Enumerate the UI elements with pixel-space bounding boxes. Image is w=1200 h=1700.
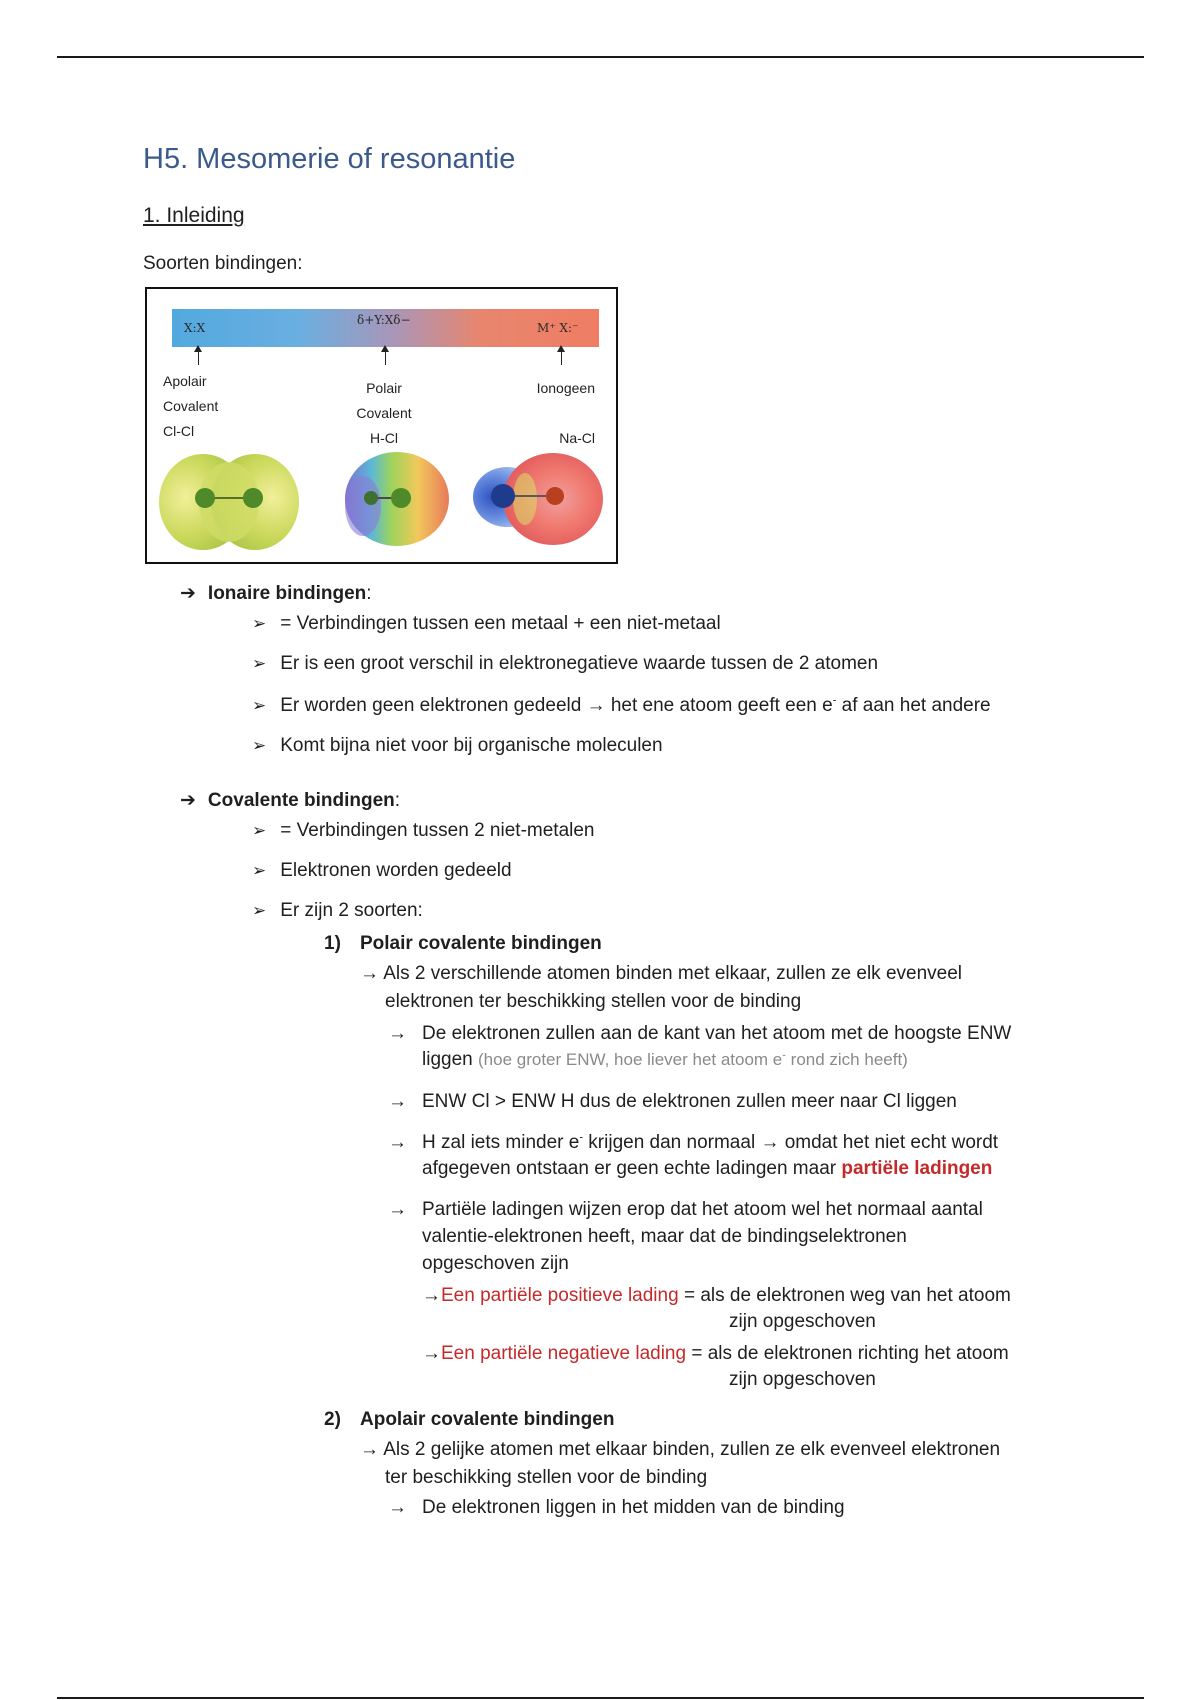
label-ionogeen: Ionogeen Na-Cl — [536, 380, 595, 446]
electronegativity-bar — [172, 309, 599, 347]
ionaire-item-4: ➢ Komt bijna niet voor bij organische moleculen — [252, 735, 663, 756]
polair-point-3: → H zal iets minder e- krijgen dan normaal → omdat het niet echt wordt — [388, 1130, 998, 1156]
arrow-icon: → — [388, 1023, 407, 1044]
bullet-icon: ➢ — [252, 901, 267, 920]
apolair-heading: Apolair covalente bindingen — [360, 1409, 615, 1430]
negative-charge-definition: →Een partiële negatieve lading = als de elektronen richting het atoom — [422, 1343, 1009, 1364]
arrow-polar — [385, 347, 386, 365]
partiele-ladingen-highlight: partiële ladingen — [841, 1158, 993, 1179]
ionaire-item-2: ➢ Er is een groot verschil in elektronegatieve waarde tussen de 2 atomen — [252, 653, 879, 674]
covalente-item-2: ➢ Elektronen worden gedeeld — [252, 860, 512, 881]
polair-intro-line-2: elektronen ter beschikking stellen voor de binding — [385, 991, 802, 1012]
polair-point-4-line-3: opgeschoven zijn — [422, 1253, 569, 1274]
section-heading: 1. Inleiding — [143, 204, 245, 227]
bullet-icon: ➢ — [252, 821, 267, 840]
polair-heading: Polair covalente bindingen — [360, 933, 602, 954]
positive-charge-definition: →Een partiële positieve lading = als de elektronen weg van het atoom — [422, 1285, 1011, 1306]
top-rule — [57, 56, 1144, 58]
ionaire-heading: Ionaire bindingen — [207, 583, 367, 604]
molecule-nacl-image — [473, 453, 603, 549]
molecule-hcl-image — [341, 451, 449, 549]
bold-arrow-icon: ➔ — [180, 790, 196, 811]
bullet-icon: ➢ — [252, 696, 267, 715]
arrow-icon: → — [388, 1132, 407, 1153]
ionaire-heading-row: ➔ Ionaire bindingen: — [180, 583, 372, 604]
polair-point-1: → De elektronen zullen aan de kant van het atoom met de hoogste ENW — [388, 1021, 1011, 1047]
apolair-heading-row: 2) Apolair covalente bindingen — [324, 1409, 615, 1430]
polair-point-3-line-2: afgegeven ontstaan er geen echte ladingen maar partiële ladingen — [422, 1158, 993, 1179]
bar-label-ionic: M⁺ X:⁻ — [537, 321, 579, 335]
covalente-heading-row: ➔ Covalente bindingen: — [180, 790, 401, 811]
bullet-icon: ➢ — [252, 736, 267, 755]
bold-arrow-icon: ➔ — [180, 583, 196, 604]
polair-note: (hoe groter ENW, hoe liever het atoom e- rond zich heeft) — [478, 1049, 908, 1069]
arrow-ionic — [561, 347, 562, 365]
ionaire-item-3: ➢ Er worden geen elektronen gedeeld → het ene atoom geeft een e- af aan het andere — [252, 694, 991, 716]
bullet-icon: ➢ — [252, 614, 267, 633]
bullet-icon: ➢ — [252, 654, 267, 673]
apolair-intro-line-2: ter beschikking stellen voor de binding — [385, 1467, 708, 1488]
bar-label-apolar: X:X — [184, 321, 206, 335]
arrow-icon: → — [388, 1199, 407, 1220]
apolair-point-1: → De elektronen liggen in het midden van de binding — [388, 1495, 845, 1521]
polair-heading-row: 1) Polair covalente bindingen — [324, 933, 602, 954]
arrow-icon: → — [388, 1497, 407, 1518]
intro-text: Soorten bindingen: — [143, 253, 303, 274]
arrow-icon: → — [422, 1285, 441, 1306]
label-polair: Polair Covalent H-Cl — [356, 380, 412, 446]
polair-point-2: → ENW Cl > ENW H dus de elektronen zullen meer naar Cl liggen — [388, 1089, 957, 1115]
polair-point-1-line-2: liggen (hoe groter ENW, hoe liever het atoom e- rond zich heeft) — [422, 1049, 908, 1070]
bullet-icon: ➢ — [252, 861, 267, 880]
polair-intro-line-1: → Als 2 verschillende atomen binden met elkaar, zullen ze elk evenveel — [360, 963, 963, 984]
covalente-item-1: ➢ = Verbindingen tussen 2 niet-metalen — [252, 820, 595, 841]
covalente-heading: Covalente bindingen — [207, 790, 395, 811]
polair-point-4: → Partiële ladingen wijzen erop dat het atoom wel het normaal aantal — [388, 1197, 983, 1223]
arrow-apolar — [198, 347, 199, 365]
bar-label-polar: δ+Y:Xδ− — [357, 313, 411, 327]
arrow-icon: → — [388, 1091, 407, 1112]
covalente-item-3: ➢ Er zijn 2 soorten: — [252, 900, 423, 921]
molecule-clcl-image — [159, 450, 301, 554]
bottom-rule — [57, 1697, 1144, 1699]
polair-point-4-line-2: valentie-elektronen heeft, maar dat de bindingselektronen — [422, 1226, 907, 1247]
apolair-intro-line-1: → Als 2 gelijke atomen met elkaar binden, zullen ze elk evenveel elektronen — [360, 1439, 1001, 1460]
bond-types-figure — [145, 287, 618, 564]
ionaire-item-1: ➢ = Verbindingen tussen een metaal + een niet-metaal — [252, 613, 721, 634]
positive-charge-definition-line-2: zijn opgeschoven — [729, 1311, 876, 1332]
arrow-icon: → — [422, 1343, 441, 1364]
label-apolair: Apolair Covalent Cl-Cl — [163, 373, 219, 439]
page-title: H5. Mesomerie of resonantie — [143, 143, 516, 175]
negative-charge-definition-line-2: zijn opgeschoven — [729, 1369, 876, 1390]
